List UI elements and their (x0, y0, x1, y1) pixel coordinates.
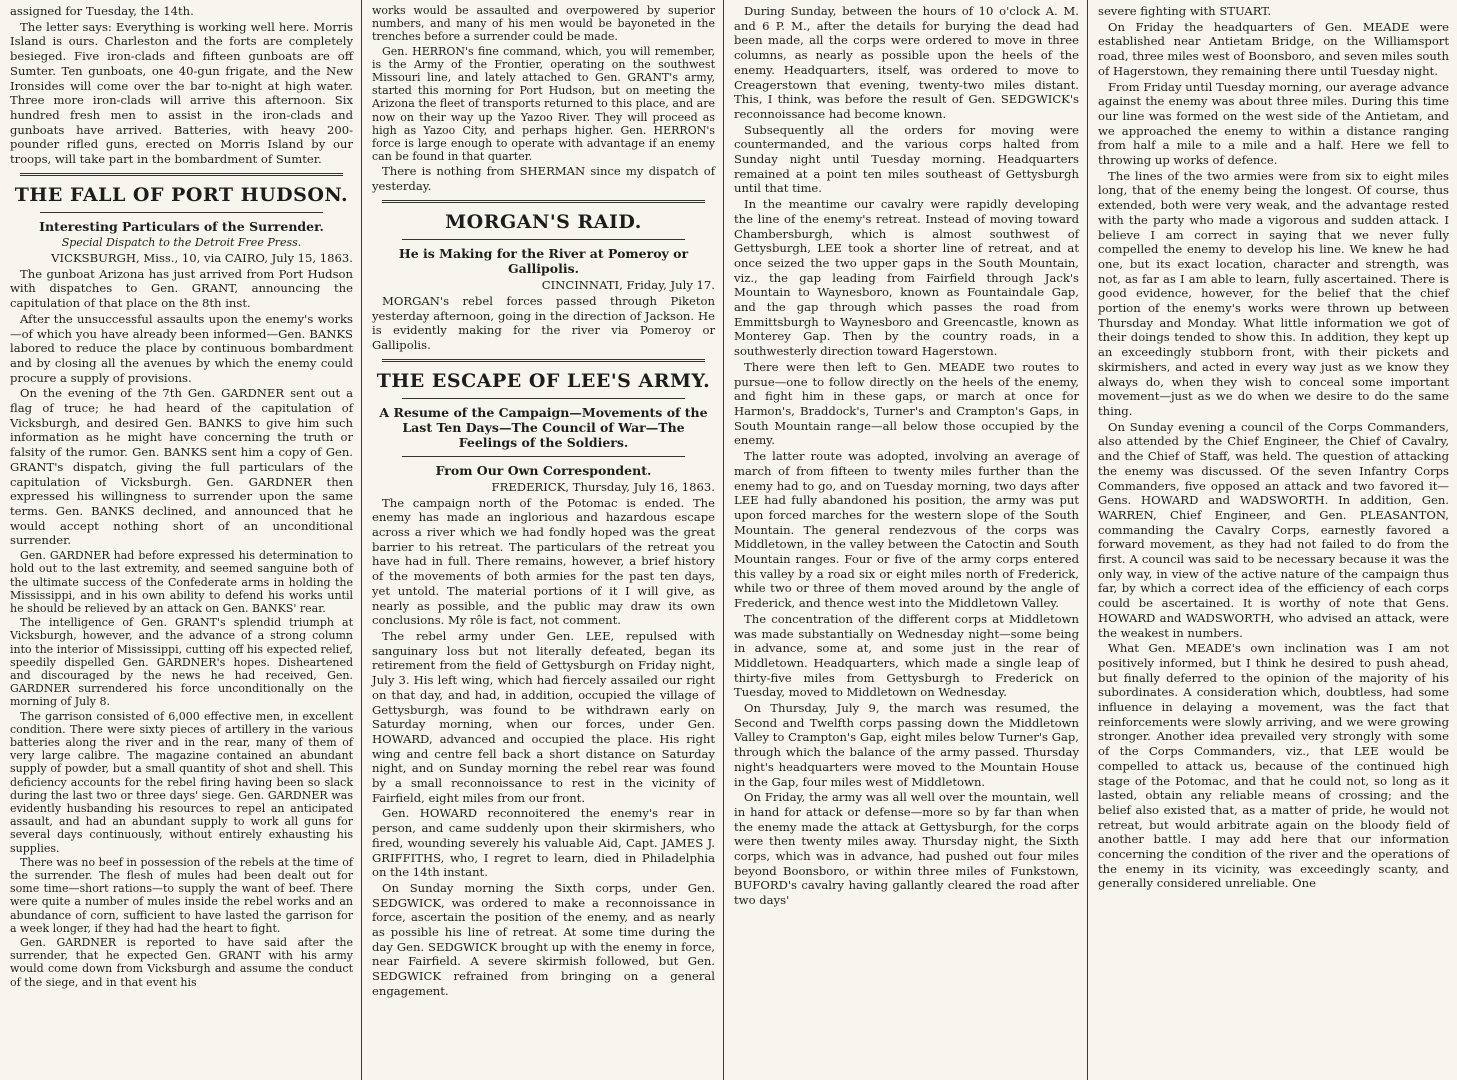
paragraph: The letter says: Everything is working well here. Morris Island is ours. Charleston and the forts are completely besieged. Five iron-clads and fifteen gunboats are off Sumter. Ten gunboats, one 40-gun frigate, and the New Ironsides will come over the bar to-night at high water. Three more iron-clads will arrive this afternoon. Six hundred fresh men to assist in the iron-clads and gunboats have arrived. Batteries, with heavy 200-pounder rifled guns, erected on Morris Island by our troops, will take part in the bombardment of Sumter. (10, 19, 353, 167)
paragraph: Gen. HOWARD reconnoitered the enemy's rear in person, and came suddenly upon their skirmishers, who fired, wounding severely his valuable Aid, Capt. JAMES J. GRIFFITHS, who, I regret to learn, died in Philadelphia on the 14th instant. (372, 806, 715, 880)
paragraph: What Gen. MEADE's own inclination was I am not positively informed, but I think he desired to push ahead, but finally deferred to the opinion of the majority of his subordinates. A consideration which, doubtless, had some influence in delaying a movement, was the fact that reinforcements were slowly arriving, and we were growing stronger. Another idea prevailed very strongly with some of the Corps Commanders, viz., that LEE would be compelled to attack us, because of the continued high stage of the Potomac, and that he could not, so long as it lasted, obtain any reliable means of crossing; and the belief also existed that, as a matter of pride, he would not retreat, but would arbitrate again on the bloody field of another battle. I may add here that our information concerning the condition of the river and the operations of the enemy in its vicinity, was exceedingly scanty, and generally considered unreliable. One (1098, 641, 1449, 891)
paragraph: The intelligence of Gen. GRANT's splendid triumph at Vicksburgh, however, and the advance of a strong column into the interior of Mississippi, cutting off his expected relief, speedily dispelled Gen. GARDNER's hopes. Disheartened and discouraged by the news he had received, Gen. GARDNER surrendered his force unconditionally on the morning of July 8. (10, 616, 353, 709)
headline-morgans-raid: MORGAN'S RAID. (445, 210, 642, 233)
paragraph: The campaign north of the Potomac is ended. The enemy has made an inglorious and hazardous escape across a river which we had fondly hoped was the great barrier to his retreat. The particulars of the retreat you have had in full. There remains, however, a brief history of the movements of both armies for the past ten days, yet untold. The material portions of it I will give, as nearly as possible, and the public may draw its own conclusions. My rôle is fact, not comment. (372, 495, 715, 628)
byline: From Our Own Correspondent. (435, 462, 652, 478)
dispatch-line: Special Dispatch to the Detroit Free Press. (61, 235, 302, 249)
column-4 (1088, 0, 1457, 1080)
paragraph: Subsequently all the orders for moving were countermanded, and the various corps halted from Sunday night until Tuesday morning. Headquarters remained at a point ten miles southeast of Gettysburgh until that time. (734, 122, 1079, 196)
headline-port-hudson: THE FALL OF PORT HUDSON. (14, 183, 349, 206)
paragraph: From Friday until Tuesday morning, our average advance against the enemy was about three miles. During this time our line was formed on the west side of the Antietam, and we approached the enemy to within a distance ranging from half a mile to a mile and a half. Here we fell to throwing up works of defence. (1098, 79, 1449, 168)
paragraph: In the meantime our cavalry were rapidly developing the line of the enemy's retreat. Instead of moving toward Chambersburgh, which is almost southwest of Gettysburgh, LEE took a shorter line of retreat, and at once seized the two upper gaps in the South Mountain, viz., the gap leading from Fairfield through Jack's Mountain to Waynesboro, known as Fountaindale Gap, and the gap through which passes the road from Emmittsburgh to Waynesboro and Greencastle, known as Monterey Gap. Then by the country roads, in a southwesterly direction toward Hagerstown. (734, 197, 1079, 359)
divider (402, 398, 685, 399)
dateline: FREDERICK, Thursday, July 16, 1863. (491, 479, 715, 494)
paragraph: On Sunday morning the Sixth corps, under Gen. SEDGWICK, was ordered to make a reconnoissance in force, ascertain the position of the enemy, and as nearly as possible his line of retreat. At some time during the day Gen. SEDGWICK brought up with the enemy in force, near Fairfield. A severe skirmish followed, but Gen. SEDGWICK refrained from bringing on a general engagement. (372, 880, 715, 998)
divider (20, 173, 343, 176)
paragraph: Gen. HERRON's fine command, which, you will remember, is the Army of the Frontier, operating on the southwest Missouri line, and lately attached to Gen. GRANT's army, started this morning for Port Hudson, but on meeting the Arizona the fleet of transports returned to this place, and are now on their way up the Yazoo River. They will proceed as high as Yazoo City, and perhaps higher. Gen. HERRON's force is large enough to operate with advantage if an enemy can be found in that quarter. (372, 44, 715, 164)
subhead: A Resume of the Campaign—Movements of the Last Ten Days—The Council of War—The Feelings of the Soldiers. (379, 404, 708, 450)
paragraph: works would be assaulted and overpowered by superior numbers, and many of his men would be bayoneted in the trenches before a surrender could be made. (372, 4, 715, 44)
paragraph: There is nothing from SHERMAN since my dispatch of yesterday. (372, 164, 715, 194)
paragraph: There were then left to Gen. MEADE two routes to pursue—one to follow directly on the heels of the enemy, and fight him in these gaps, or march at once for Harmon's, Braddock's, Turner's and Crampton's Gaps, in South Mountain range—all below those occupied by the enemy. (734, 359, 1079, 448)
paragraph: The gunboat Arizona has just arrived from Port Hudson with dispatches to Gen. GRANT, announcing the capitulation of that place on the 8th inst. (10, 266, 353, 311)
paragraph: assigned for Tuesday, the 14th. (10, 4, 194, 18)
divider (402, 239, 685, 240)
paragraph: The garrison consisted of 6,000 effective men, in excellent condition. There were sixty pieces of artillery in the various batteries along the river and in the rear, many of them of very large calibre. The magazine contained an abundant supply of powder, but a small quantity of shot and shell. This deficiency accounts for the rebel firing having been so slack during the last two or three days' siege. Gen. GARDNER was evidently husbanding his resources to repel an anticipated assault, and had an abundant supply to work all guns for several days continuously, without entirely exhausting his supplies. (10, 709, 353, 855)
dateline: CINCINNATI, Friday, July 17. (541, 277, 715, 292)
paragraph: Gen. GARDNER had before expressed his determination to hold out to the last extremity, and seemed sanguine both of the ultimate success of the Confederate arms in holding the Mississippi, and in his own ability to defend his works until he should be relieved by an attack on Gen. BANKS' rear. (10, 549, 353, 615)
paragraph: After the unsuccessful assaults upon the enemy's works—of which you have already been informed—Gen. BANKS labored to reduce the place by continuous bombardment and by closing all the avenues by which the enemy could procure a supply of provisions. (10, 311, 353, 385)
column-2 (362, 0, 724, 1080)
paragraph: There was no beef in possession of the rebels at the time of the surrender. The flesh of mules had been dealt out for some time—short rations—to supply the want of beef. There were quite a number of mules inside the rebel works and an abundance of corn, sufficient to have lasted the garrison for a week longer, if they had had the heart to fight. (10, 855, 353, 935)
paragraph: The concentration of the different corps at Middletown was made substantially on Wednesday night—some being in advance, some at, and some just in the rear of Middletown. Headquarters, which made a single leap of thirty-five miles from Gettysburgh to Frederick on Tuesday, moved to Middletown on Wednesday. (734, 611, 1079, 700)
paragraph: On Sunday evening a council of the Corps Commanders, also attended by the Chief Engineer, the Chief of Cavalry, and the Chief of Staff, was held. The question of attacking the enemy was discussed. Of the seven Infantry Corps Commanders, five opposed an attack and two favored it—Gens. HOWARD and WADSWORTH. In addition, Gen. WARREN, Chief Engineer, and Gen. PLEASANTON, commanding the Cavalry Corps, earnestly favored a forward movement, as they had not failed to do from the first. A council was said to be necessary because it was the only way, in view of the active nature of the campaign thus far, by which a correct idea of the efficiency of each corps could be ascertained. It is worthy of note that Gens. HOWARD and WADSWORTH, who advised an attack, were the weakest in numbers. (1098, 419, 1449, 640)
column-1 (0, 0, 362, 1080)
paragraph: On Friday, the army was all well over the mountain, well in hand for attack or defense—more so by far than when the enemy made the attack at Gettysburgh, for the corps were then twenty miles away. Thursday night, the Sixth corps, which was in advance, had pushed out four miles beyond Boonsboro, or within three miles of Funkstown, BUFORD's cavalry having gallantly cleared the road after two days' (734, 790, 1079, 908)
subhead: Interesting Particulars of the Surrender. (39, 218, 324, 234)
divider (402, 456, 685, 457)
paragraph: severe fighting with STUART. (1098, 4, 1272, 18)
column-3 (724, 0, 1088, 1080)
headline-escape-of-lees-army: THE ESCAPE OF LEE'S ARMY. (376, 369, 711, 392)
divider (382, 359, 705, 362)
paragraph: MORGAN's rebel forces passed through Piketon yesterday afternoon, going in the direction of Jackson. He is evidently making for the river via Pomeroy or Gallipolis. (372, 293, 715, 352)
paragraph: The rebel army under Gen. LEE, repulsed with sanguinary loss but not literally defeated, began its retirement from the field of Gettysburgh on Friday night, July 3. His left wing, which had fiercely assailed our right on that day, and had, in addition, occupied the village of Gettysburgh, was found to be withdrawn early on Saturday morning, when our forces, under Gen. HOWARD, advanced and occupied the place. His right wing and centre fell back a short distance on Saturday night, and on Sunday morning the rebel rear was found by a small reconnoissance to rest in the vicinity of Fairfield, eight miles from our front. (372, 628, 715, 805)
paragraph: The lines of the two armies were from six to eight miles long, that of the enemy being the longest. Of course, thus extended, both were very weak, and the advantage rested with the party who made a vigorous and sudden attack. I believe I am correct in saying that we never fully compelled the enemy to develop his line. We knew he had one, but its exact location, character and strength, was not, as far as I am able to learn, fully ascertained. There is good evidence, however, for the belief that the chief portion of the enemy's works were thrown up between Thursday and Monday. What little information we got of their doings tended to show this. In addition, they kept up an exceedingly stubborn front, with their pickets and skirmishers, and acted in every way just as we know they always do, when they wish to conceal some important movement—just as we do when we desire to do the same thing. (1098, 168, 1449, 418)
paragraph: The latter route was adopted, involving an average of march of from fifteen to twenty miles further than the enemy had to go, and on Tuesday morning, two days after LEE had fully abandoned his position, the army was put upon forced marches for the western slope of the South Mountain. The general rendezvous of the corps was Middletown, in the valley between the Catoctin and South Mountain ranges. Four or five of the army corps entered this valley by a road six or eight miles north of Frederick, while two or three of them moved around by the angle of Frederick, and thence west into the Middletown Valley. (734, 449, 1079, 611)
paragraph: On Friday the headquarters of Gen. MEADE were established near Antietam Bridge, on the Williamsport road, three miles west of Boonsboro, and seven miles south of Hagerstown, they remaining there until Tuesday night. (1098, 19, 1449, 78)
paragraph: During Sunday, between the hours of 10 o'clock A. M. and 6 P. M., after the details for burying the dead had been made, all the corps were ordered to move in three columns, as nearly as possible upon the heels of the enemy. Headquarters, itself, was ordered to move to Creagerstown that evening, twenty-two miles distant. This, I think, was before the result of Gen. SEDGWICK's reconnoissance had become known. (734, 4, 1079, 121)
subhead: He is Making for the River at Pomeroy or Gallipolis. (398, 245, 689, 276)
dateline: VICKSBURGH, Miss., 10, via CAIRO, July 15, 1863. (51, 250, 353, 265)
paragraph: Gen. GARDNER is reported to have said after the surrender, that he expected Gen. GRANT with his army would come down from Vicksburgh and assume the conduct of the siege, and in that event his (10, 935, 353, 989)
divider (40, 212, 323, 213)
paragraph: On the evening of the 7th Gen. GARDNER sent out a flag of truce; he had heard of the capitulation of Vicksburgh, and desired Gen. BANKS to give him such information as he might have concerning the truth or falsity of the rumor. Gen. BANKS sent him a copy of Gen. GRANT's dispatch, giving the full particulars of the capitulation of Vicksburgh. Gen. GARDNER then expressed his willingness to surrender upon the same terms. Gen. BANKS declined, and announced that he would accept nothing short of an unconditional surrender. (10, 386, 353, 548)
divider (382, 200, 705, 203)
paragraph: On Thursday, July 9, the march was resumed, the Second and Twelfth corps passing down the Middletown Valley to Crampton's Gap, eight miles below Turner's Gap, through which the balance of the army passed. Thursday night's headquarters were moved to the Mountain House in the Gap, four miles west of Middletown. (734, 701, 1079, 789)
